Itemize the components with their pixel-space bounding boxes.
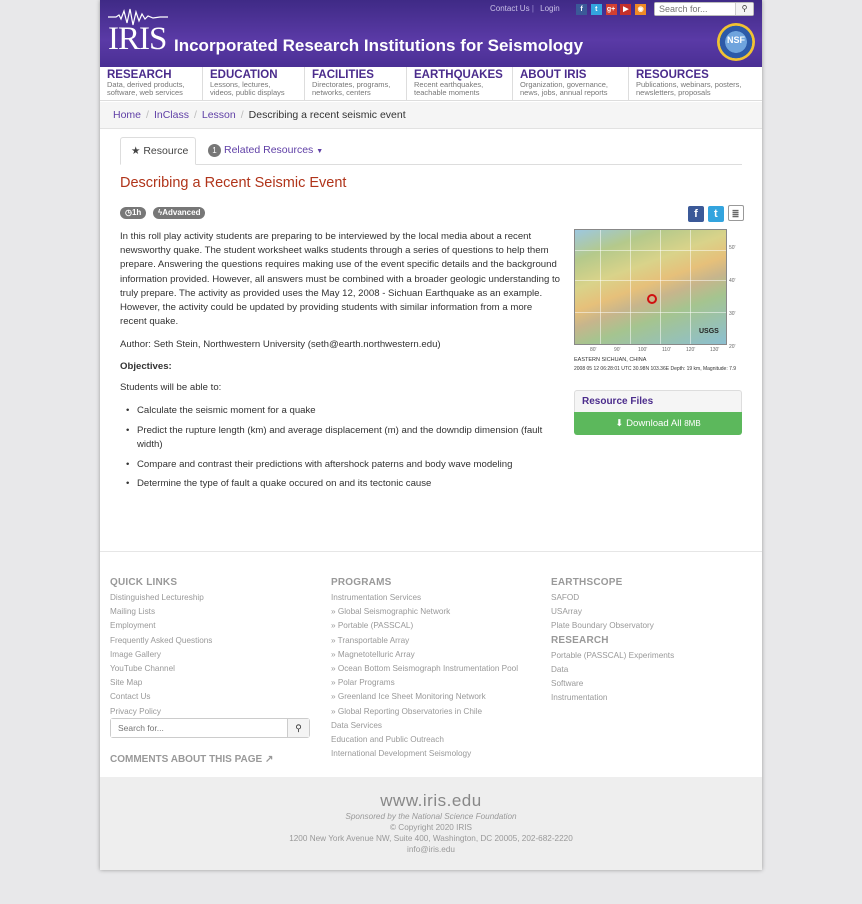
footer-copyright: © Copyright 2020 IRIS: [389, 823, 473, 832]
map-tick: 120': [686, 347, 696, 353]
iris-logo[interactable]: [108, 8, 168, 57]
list-item: • Calculate the seismic moment for a quake: [125, 404, 565, 418]
footer-link[interactable]: YouTube Channel: [110, 664, 175, 674]
nav-item-desc: software, web services: [107, 87, 183, 97]
footer-heading: EARTHSCOPE: [551, 577, 623, 588]
map-tick: 100': [638, 347, 648, 353]
nav-item-title: EARTHQUAKES: [414, 69, 503, 81]
nav-item-desc: networks, centers: [312, 87, 371, 97]
footer-heading: RESEARCH: [551, 634, 609, 646]
footer-link[interactable]: Frequently Asked Questions: [110, 635, 213, 645]
site-header: [100, 0, 762, 67]
download-label: Download All: [626, 418, 682, 429]
footer-link[interactable]: Distinguished Lectureship: [110, 593, 204, 602]
resource-files-heading: Resource Files: [582, 396, 654, 407]
map-tick: 90': [614, 347, 621, 353]
footer-link[interactable]: USArray: [551, 607, 582, 617]
footer-link[interactable]: Instrumentation Services: [331, 593, 422, 602]
header-search: [654, 2, 754, 16]
map-y-ticks: [729, 244, 736, 351]
notes-icon[interactable]: ≣: [728, 205, 744, 221]
nav-item-title: FACILITIES: [312, 69, 374, 81]
list-item: • Predict the rupture length (km) and average displacement (m) and the downdip dimension (fault width): [125, 424, 565, 452]
download-all-button[interactable]: [574, 412, 742, 435]
footer-search-input[interactable]: [111, 719, 281, 737]
caret-down-icon: ▼: [316, 148, 324, 155]
footer-link[interactable]: » Polar Programs: [331, 678, 395, 688]
map-gridline: [660, 230, 661, 345]
search-icon[interactable]: ⚲: [287, 719, 309, 737]
contact-us-link[interactable]: Contact Us: [490, 4, 530, 13]
lesson-description: In this roll play activity students are preparing to be interviewed by the local media about a recent newsworthy quake. The student worksheet walks students through a series of questions to help them prepare. Answering the questions requires making use of the event specific details and the background information provided. However, all answers must be combined with a broader geologic understanding to truly prepare. The activity as provided uses the May 12, 2008 - Sichuan Earthquake as an example. However, the activity could be updated by providing students with similar information from a more recent quake.: [120, 231, 560, 328]
tab-label: Resource: [143, 145, 189, 157]
footer-link[interactable]: » Ocean Bottom Seismograph Instrumentation Pool: [331, 664, 519, 674]
map-caption-location: EASTERN SICHUAN, CHINA: [574, 357, 647, 363]
nav-item-desc: Lessons, lectures,: [210, 80, 271, 89]
footer-divider: [100, 551, 762, 552]
map-gridline: [575, 280, 727, 281]
logo-text: IRIS: [108, 21, 167, 57]
duration-badge: [120, 207, 146, 219]
list-item: • Determine the type of fault a quake occured on and its tectonic cause: [125, 477, 565, 491]
footer-link[interactable]: Mailing Lists: [110, 607, 156, 617]
breadcrumb-lesson[interactable]: Lesson: [201, 109, 236, 121]
map-tick: 110': [662, 347, 671, 353]
map-tick: 30': [729, 311, 736, 317]
tab-label: Related Resources: [224, 144, 314, 156]
map-gridline: [575, 250, 727, 251]
breadcrumb-separator: /: [240, 109, 244, 121]
breadcrumb-current: Describing a recent seismic event: [248, 109, 406, 121]
nsf-logo[interactable]: [717, 23, 755, 61]
footer-link[interactable]: Instrumentation: [551, 693, 608, 703]
footer-quick-links: [110, 577, 212, 719]
map-tick: 80': [590, 347, 597, 353]
footer-link[interactable]: Contact Us: [110, 692, 151, 702]
footer-link[interactable]: Site Map: [110, 678, 143, 688]
nav-item-about-iris[interactable]: [513, 67, 629, 101]
map-tick: 50': [729, 245, 736, 251]
map-tick: 130': [710, 347, 720, 353]
link-separator: |: [531, 4, 534, 13]
footer-link[interactable]: Plate Boundary Observatory: [551, 621, 654, 631]
share-buttons: [688, 205, 745, 222]
resource-files-panel: [574, 390, 742, 412]
footer-link[interactable]: » Greenland Ice Sheet Monitoring Network: [331, 692, 486, 702]
nav-item-desc: Publications, webinars, posters,: [636, 80, 742, 89]
nav-item-desc: Directorates, programs,: [312, 80, 391, 89]
footer-link[interactable]: » Magnetotelluric Array: [331, 649, 415, 659]
social-links: [576, 3, 647, 14]
footer-url[interactable]: www.iris.edu: [380, 791, 482, 810]
site-footer: [100, 777, 762, 870]
tab-resource[interactable]: [120, 137, 196, 165]
main-nav: [100, 67, 762, 101]
earthquake-map-image[interactable]: [574, 229, 727, 345]
map-gridline: [600, 230, 601, 345]
nav-item-desc: Organization, governance,: [520, 80, 608, 89]
nav-item-title: EDUCATION: [210, 69, 278, 81]
nav-item-desc: videos, public displays: [210, 87, 285, 97]
lesson-title: Describing a Recent Seismic Event: [120, 175, 347, 191]
resource-tabs: [120, 137, 742, 165]
footer-link[interactable]: » Global Seismographic Network: [331, 607, 451, 617]
nav-item-desc: Recent earthquakes,: [414, 80, 484, 89]
related-count-badge: 1: [208, 144, 221, 157]
footer-earthscope: [551, 577, 674, 705]
nav-item-title: ABOUT IRIS: [520, 69, 587, 81]
footer-email[interactable]: info@iris.edu: [407, 845, 455, 854]
facebook-share-icon[interactable]: f: [688, 206, 704, 222]
top-links: [490, 4, 560, 13]
footer-link[interactable]: Privacy Policy: [110, 706, 161, 716]
lesson-author: Author: Seth Stein, Northwestern University (seth@earth.northwestern.edu): [120, 339, 441, 350]
objectives-intro: Students will be able to:: [120, 382, 222, 393]
epicenter-marker: [647, 294, 657, 304]
nav-item-desc: teachable moments: [414, 87, 480, 97]
nav-item-desc: newsletters, proposals: [636, 87, 711, 97]
level-text: Advanced: [162, 208, 201, 217]
nav-item-education[interactable]: [203, 67, 305, 101]
comments-label: COMMENTS ABOUT THIS PAGE: [110, 754, 263, 765]
nav-item-title: RESOURCES: [636, 69, 709, 81]
nav-item-research[interactable]: [100, 67, 203, 101]
login-link[interactable]: Login: [540, 4, 560, 13]
footer-link[interactable]: International Development Seismology: [331, 749, 472, 759]
breadcrumb-separator: /: [193, 109, 197, 121]
map-gridline: [630, 230, 631, 345]
footer-link[interactable]: » Global Reporting Observatories in Chile: [331, 706, 483, 716]
footer-link[interactable]: Education and Public Outreach: [331, 735, 444, 745]
duration-text: 1h: [131, 208, 142, 217]
nav-item-facilities[interactable]: [305, 67, 407, 101]
bolt-icon: ϟ: [158, 208, 163, 217]
footer-link[interactable]: » Portable (PASSCAL): [331, 621, 414, 631]
map-caption-details: 2008 05 12 06:28:01 UTC 30.98N 103.36E Depth: 19 km, Magnitude: 7.9: [574, 366, 737, 372]
footer-link[interactable]: Image Gallery: [110, 649, 161, 659]
footer-sponsor: Sponsored by the National Science Foundation: [345, 812, 517, 821]
comments-link[interactable]: [110, 754, 273, 765]
footer-link[interactable]: Data Services: [331, 720, 382, 730]
footer-link[interactable]: » Transportable Array: [331, 635, 410, 645]
map-gridline: [575, 312, 727, 313]
nav-item-desc: news, jobs, annual reports: [520, 87, 608, 97]
footer-link[interactable]: Software: [551, 679, 584, 689]
googleplus-icon[interactable]: g+: [606, 6, 616, 13]
footer-link[interactable]: SAFOD: [551, 593, 580, 602]
footer-link[interactable]: Employment: [110, 621, 156, 631]
search-icon[interactable]: ⚲: [735, 3, 753, 15]
external-link-icon: ↗: [265, 754, 274, 765]
nav-item-desc: Data, derived products,: [107, 80, 185, 89]
twitter-share-icon[interactable]: t: [708, 206, 724, 222]
nsf-logo-text: NSF: [727, 35, 745, 45]
facebook-icon[interactable]: f: [576, 4, 587, 15]
breadcrumb-separator: /: [146, 109, 149, 121]
map-tick: 20': [729, 344, 736, 350]
objectives-list: [125, 404, 565, 497]
download-size: 8MB: [684, 419, 701, 428]
footer-search: [110, 718, 310, 738]
youtube-icon[interactable]: ▶: [620, 4, 631, 15]
map-tick: 40': [729, 278, 736, 284]
clock-icon: ◷: [125, 208, 132, 217]
nav-item-earthquakes[interactable]: [407, 67, 513, 101]
objectives-heading: Objectives:: [120, 361, 172, 372]
breadcrumb: [100, 102, 762, 129]
site-title: Incorporated Research Institutions for Seismology: [174, 36, 584, 55]
footer-link[interactable]: Portable (PASSCAL) Experiments: [551, 650, 675, 660]
footer-programs: [331, 577, 518, 761]
footer-heading: PROGRAMS: [331, 577, 392, 588]
footer-address: 1200 New York Avenue NW, Suite 400, Washington, DC 20005, 202-682-2220: [289, 834, 573, 843]
tab-related-resources[interactable]: [208, 144, 323, 157]
level-badge: [153, 207, 205, 219]
nav-item-resources[interactable]: [629, 67, 762, 101]
rss-icon[interactable]: ◉: [635, 4, 646, 15]
star-icon: ★: [131, 145, 141, 157]
footer-link[interactable]: Data: [551, 664, 569, 674]
map-gridline: [690, 230, 691, 345]
nav-item-title: RESEARCH: [107, 69, 172, 81]
download-icon: ⬇: [615, 418, 624, 429]
breadcrumb-home[interactable]: Home: [113, 109, 142, 121]
page-container: [100, 0, 762, 870]
list-item: • Compare and contrast their predictions with aftershock paterns and body wave modeling: [125, 458, 565, 472]
header-search-input[interactable]: [655, 3, 735, 15]
footer-heading: QUICK LINKS: [110, 577, 178, 588]
usgs-label: USGS: [699, 328, 719, 335]
breadcrumb-inclass[interactable]: InClass: [153, 109, 189, 121]
twitter-icon[interactable]: t: [591, 4, 602, 15]
